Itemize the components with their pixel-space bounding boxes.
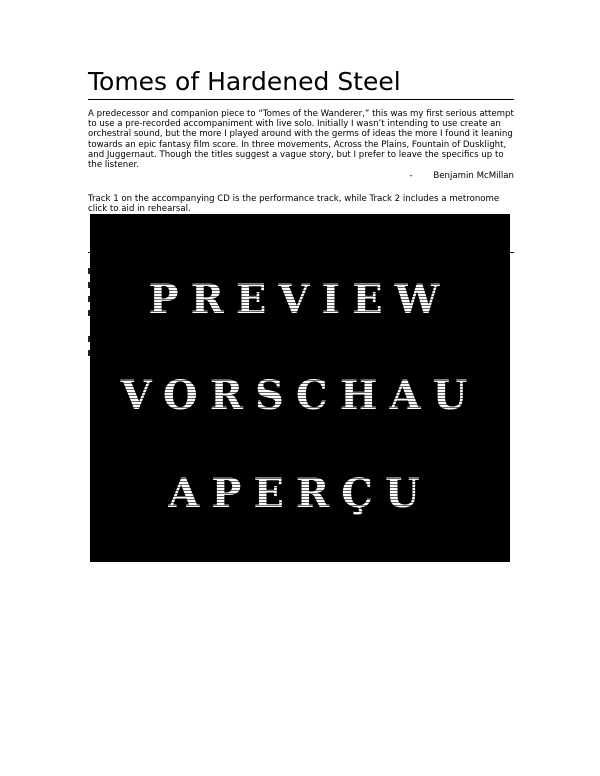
watermark-vorschau-text: VORSCHAU	[90, 372, 510, 419]
preview-watermark-overlay	[90, 214, 510, 562]
watermark-apercu-text: APERÇU	[90, 470, 510, 517]
intro-paragraph: A predecessor and companion piece to “Tomes of the Wanderer,” this was my first serious attempt to use a pre-recorded accompaniment with live solo. Initially I wasn’t intending to use create an orchestral sound, but the more I played around with the germs of ideas the more I found it leaning towards an epic fantasy film score. In three movements, Across the Plains, Fountain of Dusklight, and Juggernaut. Though the titles suggest a vague story, but I prefer to leave the specifics up to the listener.	[88, 109, 514, 171]
signature-line	[410, 171, 515, 181]
track-note-paragraph: Track 1 on the accompanying CD is the performance track, while Track 2 includes a metronome click to aid in rehearsal.	[88, 194, 500, 215]
signature-dash: -	[409, 171, 413, 181]
watermark-preview-text: PREVIEW	[90, 276, 510, 323]
signature-name: Benjamin McMillan	[433, 171, 514, 181]
page-title: Tomes of Hardened Steel	[88, 66, 514, 100]
